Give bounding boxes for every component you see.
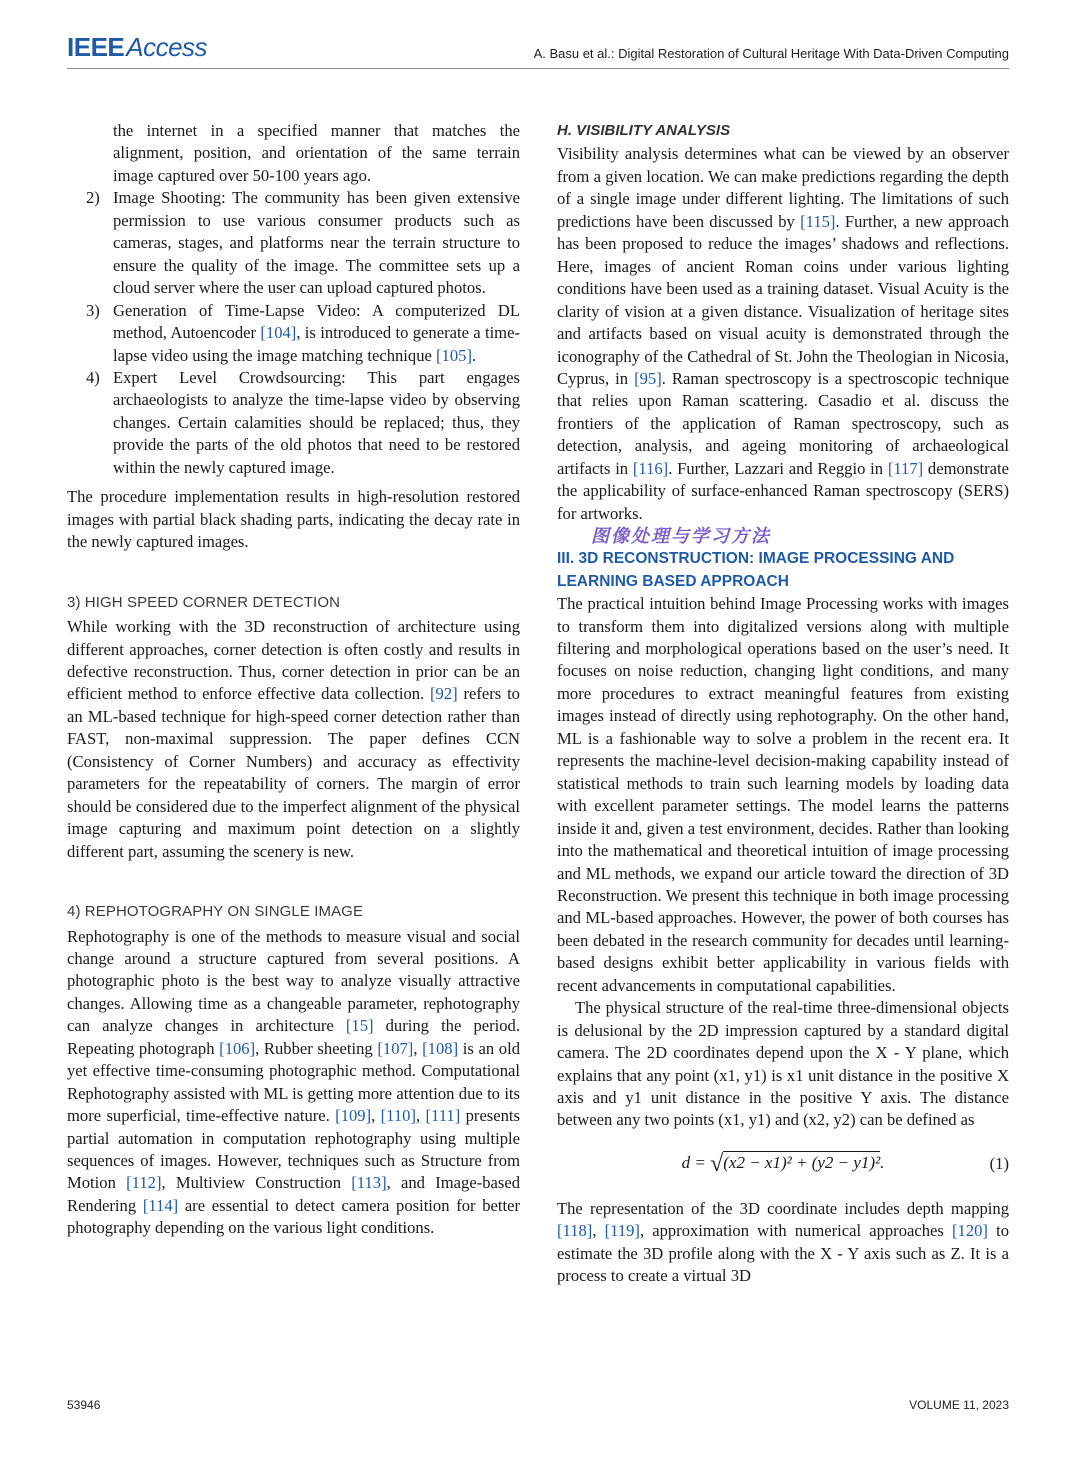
equation-number: (1): [989, 1153, 1009, 1173]
citation-link[interactable]: [109]: [335, 1106, 372, 1126]
citation-link[interactable]: [110]: [380, 1106, 416, 1126]
page-number: 53946: [67, 1398, 101, 1412]
list-text: .: [471, 345, 477, 365]
citation-link[interactable]: [113]: [351, 1173, 387, 1193]
depth-mapping-paragraph: [557, 1198, 1009, 1288]
body-text: during the period. Repeating photograph: [67, 1016, 520, 1058]
list-text: Expert Level Crowdsourcing: This part engages archaeologists to analyze the time-lapse video by observing changes. Certain calamities should be replaced; thus, they provide the parts of the old photos that need to be restored within the newly captured image.: [113, 367, 520, 477]
list-item: [67, 187, 520, 299]
body-text: are essential to detect camera position for better photography depending on the various light conditions.: [67, 1195, 520, 1238]
image-processing-paragraph: The practical intuition behind Image Processing works with images to transform them into digitalized versions along with multiple filtering and morphological operations based on the user’s need. It focuses on noise reduction, changing light conditions, and many more procedures to extract meaningful features from existing images instead of directly using rephotography. On the other hand, ML is a fashionable way to solve a problem in the recent era. It represents the machine-level decision-making capability instead of statistical methods to train such learning models by loading data with excellent parameter settings. The model learns the patterns inside it and, given a test environment, decides. Rather than looking into the mathematical and theoretical intuition of image processing and ML methods, we expand our article toward the direction of 3D Reconstruction. We present this technique in both image processing and ML-based approaches. However, the power of both courses has been debated in the research community for decades until learning-based designs exhibit better applicability in various fields with recent advancements in computational capabilities.: [557, 594, 1009, 995]
list-text: Generation of Time-Lapse Video: A computerized DL method, Autoencoder: [113, 300, 520, 343]
citation-link[interactable]: [114]: [142, 1195, 179, 1215]
section-heading-line: III. 3D RECONSTRUCTION: IMAGE PROCESSING AND: [557, 550, 955, 568]
citation-link[interactable]: [115]: [800, 211, 836, 231]
body-text: Visibility analysis determines what can be viewed by an observer from a given location. We can make predictions regarding the depth of a single image under different lighting. The limitations of such predictions have been discussed by: [557, 144, 1009, 231]
list-text: , is introduced to generate a time-lapse video using the image matching technique: [113, 323, 520, 365]
body-text: ,: [592, 1221, 605, 1241]
list-item: [67, 367, 520, 479]
subsection-heading-rephotography: 4) REPHOTOGRAPHY ON SINGLE IMAGE: [67, 903, 364, 921]
body-text: , Multiview Construction: [161, 1173, 352, 1193]
body-text: demonstrate the applicability of surface-enhanced Raman spectroscopy (SERS) for artworks.: [557, 458, 1010, 523]
list-number: 2): [86, 188, 100, 208]
body-text: to estimate the 3D profile along with the X - Y axis such as Z. It is a process to create a virtual 3D: [557, 1221, 1009, 1286]
citation-link[interactable]: [95]: [634, 368, 662, 388]
citation-link[interactable]: [108]: [422, 1038, 459, 1058]
equation-body: [557, 1151, 1009, 1178]
equation-end: .: [880, 1153, 885, 1173]
citation-link[interactable]: [119]: [604, 1221, 640, 1241]
citation-link[interactable]: [106]: [219, 1038, 256, 1058]
logo-ieee: IEEE: [67, 32, 125, 62]
list-text: Image Shooting: The community has been given extensive permission to use various consumer products such as cameras, stages, and platforms near the terrain structure to ensure the quality of the image. The committee sets up a cloud server where the user can upload captured photos.: [113, 188, 520, 298]
body-text: refers to an ML-based technique for high-speed corner detection rather than FAST, non-maximal suppression. The paper defines CCN (Consistency of Corner Numbers) and accuracy as effectivity parameters for the repeatability of corners. The margin of error should be considered due to the imperfect alignment of the physical image capturing and maximum point detection on a slightly different part, assuming the scenery is new.: [67, 684, 520, 861]
list-item: [67, 300, 520, 367]
logo-access: Access: [126, 32, 208, 62]
citation-link[interactable]: [105]: [436, 345, 472, 365]
list-number: 4): [86, 367, 100, 387]
citation-link[interactable]: [116]: [632, 458, 669, 478]
volume-label: VOLUME 11, 2023: [909, 1398, 1009, 1412]
citation-link[interactable]: [112]: [126, 1173, 162, 1193]
left-column: [67, 120, 520, 1240]
equation-lhs: d =: [681, 1153, 711, 1173]
citation-link[interactable]: [120]: [952, 1221, 988, 1241]
coordinates-paragraph: The physical structure of the real-time three-dimensional objects is delusional by the 2D impression captured by a standard digital camera. The 2D coordinates depend upon the X - Y plane, which explains that any point (x1, y1) is x1 unit distance in the positive X axis and y1 unit distance in the positive Y axis. The distance between any two points (x1, y1) and (x2, y2) can be defined as: [557, 998, 1009, 1130]
subsection-heading-corner-detection: 3) HIGH SPEED CORNER DETECTION: [67, 593, 341, 611]
citation-link[interactable]: [92]: [430, 684, 458, 704]
procedure-paragraph: The procedure implementation results in high-resolution restored images with partial black shading parts, indicating the decay rate in the newly captured images.: [67, 487, 520, 552]
citation-link[interactable]: [104]: [260, 323, 297, 343]
procedure-list: [67, 187, 520, 479]
body-text: While working with the 3D reconstruction of architecture using different approaches, corner detection is often costly and results in defective reconstruction. Thus, corner detection in prior can be an efficient method to enforce effective data collection.: [67, 617, 520, 704]
body-text: . Raman spectroscopy is a spectroscopic technique that relies upon Raman scattering. Casadio et al. discuss the frontiers of the application of Raman spectroscopy, such as detection, analysis, and ageing monitoring of archaeological artifacts in: [557, 368, 1009, 478]
equation-radicand: (x2 − x1)² + (y2 − y1)²: [723, 1153, 881, 1173]
section-heading-3d-reconstruction: [557, 526, 1009, 593]
body-text: ,: [413, 1038, 423, 1058]
body-text: , Rubber sheeting: [255, 1038, 378, 1058]
citation-link[interactable]: [118]: [557, 1221, 593, 1241]
body-text: . Further, a new approach has been proposed to reduce the images’ shadows and reflections. Here, images of ancient Roman coins under various lighting conditions have been used as a training dataset. Visual Acuity is the clarity of vision at a given distance. Visualization of heritage sites and artifacts based on visual acuity is demonstrated through the iconography of the Cathedral of St. John the Theologian in Nicosia, Cyprus, in: [557, 211, 1009, 388]
body-text: is an old yet effective time-consuming photographic method. Computational Rephotography assisted with ML is getting more attention due to its more superficial, time-effective nature.: [67, 1038, 521, 1126]
body-text: presents partial automation in computation rephotography using multiple sequences of images. However, techniques such as Structure from Motion: [67, 1106, 520, 1193]
section-heading-line: LEARNING BASED APPROACH: [557, 572, 789, 590]
list-number: 3): [86, 300, 100, 320]
list-continuation: the internet in a specified manner that matches the alignment, position, and orientation of the same terrain image captured over 50-100 years ago.: [113, 121, 520, 185]
sqrt-symbol: √: [710, 1151, 724, 1178]
header-rule: [67, 68, 1009, 69]
right-column: [557, 120, 1009, 1288]
equation-1: [557, 1140, 1009, 1188]
body-text: . Further, Lazzari and Reggio in: [668, 458, 888, 478]
rephotography-paragraph: [67, 926, 520, 1240]
handwritten-annotation: 图像处理与学习方法: [591, 526, 771, 548]
body-text: ,: [371, 1106, 381, 1126]
body-text: , and Image-based Rendering: [67, 1173, 521, 1215]
subsection-heading-visibility: H. VISIBILITY ANALYSIS: [557, 122, 731, 139]
body-text: ,: [415, 1106, 426, 1126]
body-text: The representation of the 3D coordinate includes depth mapping: [557, 1198, 1009, 1218]
body-text: Rephotography is one of the methods to measure visual and social change around a structure captured from several positions. A photographic photo is the best way to analyze visually attractive changes. Allowing time as a changeable parameter, rephotography can analyze changes in architecture: [67, 926, 520, 1036]
body-text: , approximation with numerical approaches: [639, 1221, 952, 1241]
citation-link[interactable]: [15]: [345, 1016, 374, 1036]
ieee-access-logo: [67, 32, 207, 62]
visibility-paragraph: [557, 143, 1009, 525]
running-head: A. Basu et al.: Digital Restoration of Cultural Heritage With Data-Driven Computing: [533, 46, 1009, 61]
citation-link[interactable]: [117]: [887, 458, 924, 478]
corner-detection-paragraph: [67, 616, 520, 863]
citation-link[interactable]: [111]: [425, 1106, 461, 1126]
citation-link[interactable]: [107]: [377, 1038, 414, 1058]
